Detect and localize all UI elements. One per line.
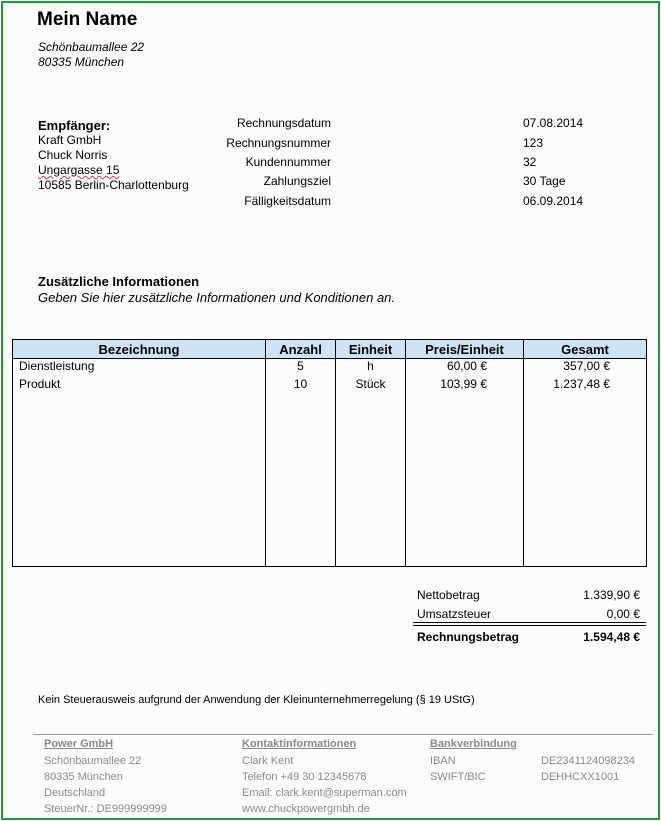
- sender-street: Schönbaumallee 22: [38, 40, 145, 54]
- tax-value: 0,00 €: [606, 607, 640, 621]
- recipient-heading: Empfänger:: [38, 118, 111, 133]
- col-header-anzahl: Anzahl: [266, 340, 336, 359]
- footer-company-heading: Power GmbH: [44, 738, 114, 750]
- table-header-row: [13, 340, 647, 359]
- footer-company-city: 80335 München: [44, 771, 123, 783]
- totals-divider: [413, 622, 646, 623]
- footer-bank-heading: Bankverbindung: [430, 738, 517, 750]
- meta-value-zahlungsziel: 30 Tage: [523, 174, 566, 188]
- col-header-einheit: Einheit: [336, 340, 406, 359]
- footer-contact-phone: Telefon +49 30 12345678: [242, 771, 367, 783]
- col-header-gesamt: Gesamt: [524, 340, 647, 359]
- footer-divider: [33, 734, 653, 735]
- recipient-person: Chuck Norris: [38, 148, 108, 162]
- net-value: 1.339,90 €: [583, 588, 640, 602]
- cell-einheit: h: [336, 359, 406, 378]
- footer-contact-email[interactable]: Email: clark.kent@superman.com: [242, 787, 407, 799]
- table-row: [13, 359, 647, 378]
- tax-label: Umsatzsteuer: [417, 607, 492, 621]
- cell-preis: 60,00 €: [406, 359, 524, 378]
- footer-bank-bic-value: DEHHCXX1001: [541, 771, 620, 783]
- meta-value-kundennummer: 32: [523, 155, 537, 169]
- meta-label-zahlungsziel: Zahlungsziel: [263, 174, 331, 188]
- footer-bank-iban-label: IBAN: [430, 755, 456, 767]
- cell-bezeichnung: Produkt: [13, 377, 266, 395]
- info-heading: Zusätzliche Informationen: [38, 274, 200, 289]
- cell-gesamt: 1.237,48 €: [524, 377, 647, 395]
- footer-contact-name: Clark Kent: [242, 755, 294, 767]
- total-label: Rechnungsbetrag: [417, 630, 520, 644]
- cell-einheit: Stück: [336, 377, 406, 395]
- info-text: Geben Sie hier zusätzliche Informationen und Konditionen an.: [38, 290, 396, 305]
- footer-company-country: Deutschland: [44, 787, 106, 799]
- sender-name: Mein Name: [37, 9, 138, 30]
- meta-label-rechnungsnummer: Rechnungsnummer: [226, 136, 331, 150]
- recipient-company: Kraft GmbH: [38, 133, 102, 147]
- recipient-city: 10585 Berlin-Charlottenburg: [38, 178, 189, 192]
- col-header-bezeichnung: Bezeichnung: [13, 340, 266, 359]
- table-empty-space: [13, 395, 647, 567]
- footer-company-taxid: SteuerNr.: DE999999999: [44, 803, 167, 815]
- total-value: 1.594,48 €: [583, 630, 640, 644]
- footer-company-street: Schönbaumallee 22: [44, 755, 142, 767]
- cell-anzahl: 10: [266, 377, 336, 395]
- footer-contact-website[interactable]: www.chuckpowergmbh.de: [242, 803, 370, 815]
- meta-label-kundennummer: Kundennummer: [245, 155, 331, 169]
- meta-value-rechnungsdatum: 07.08.2014: [523, 116, 584, 130]
- table-row: [13, 377, 647, 395]
- footer-contact-heading: Kontaktinformationen: [242, 738, 357, 750]
- footer-bank-iban-value: DE2341124098234: [541, 755, 635, 767]
- recipient-street: [38, 163, 119, 177]
- meta-label-faelligkeitsdatum: Fälligkeitsdatum: [244, 194, 331, 208]
- cell-gesamt: 357,00 €: [524, 359, 647, 378]
- items-table: [12, 339, 647, 567]
- meta-label-rechnungsdatum: Rechnungsdatum: [236, 116, 331, 130]
- cell-bezeichnung: Dienstleistung: [13, 359, 266, 378]
- footer-bank-bic-label: SWIFT/BIC: [430, 771, 486, 783]
- col-header-preis: Preis/Einheit: [406, 340, 524, 359]
- cell-anzahl: 5: [266, 359, 336, 378]
- meta-value-rechnungsnummer: 123: [523, 136, 544, 150]
- sender-city: 80335 München: [38, 55, 125, 69]
- meta-value-faelligkeitsdatum: 06.09.2014: [523, 194, 584, 208]
- net-label: Nettobetrag: [417, 588, 480, 602]
- cell-preis: 103,99 €: [406, 377, 524, 395]
- tax-note: Kein Steuerausweis aufgrund der Anwendung der Kleinunternehmerregelung (§ 19 UStG): [38, 694, 475, 706]
- recipient-street-text: Ungargasse 15: [38, 163, 120, 177]
- totals-divider-double: [413, 625, 646, 626]
